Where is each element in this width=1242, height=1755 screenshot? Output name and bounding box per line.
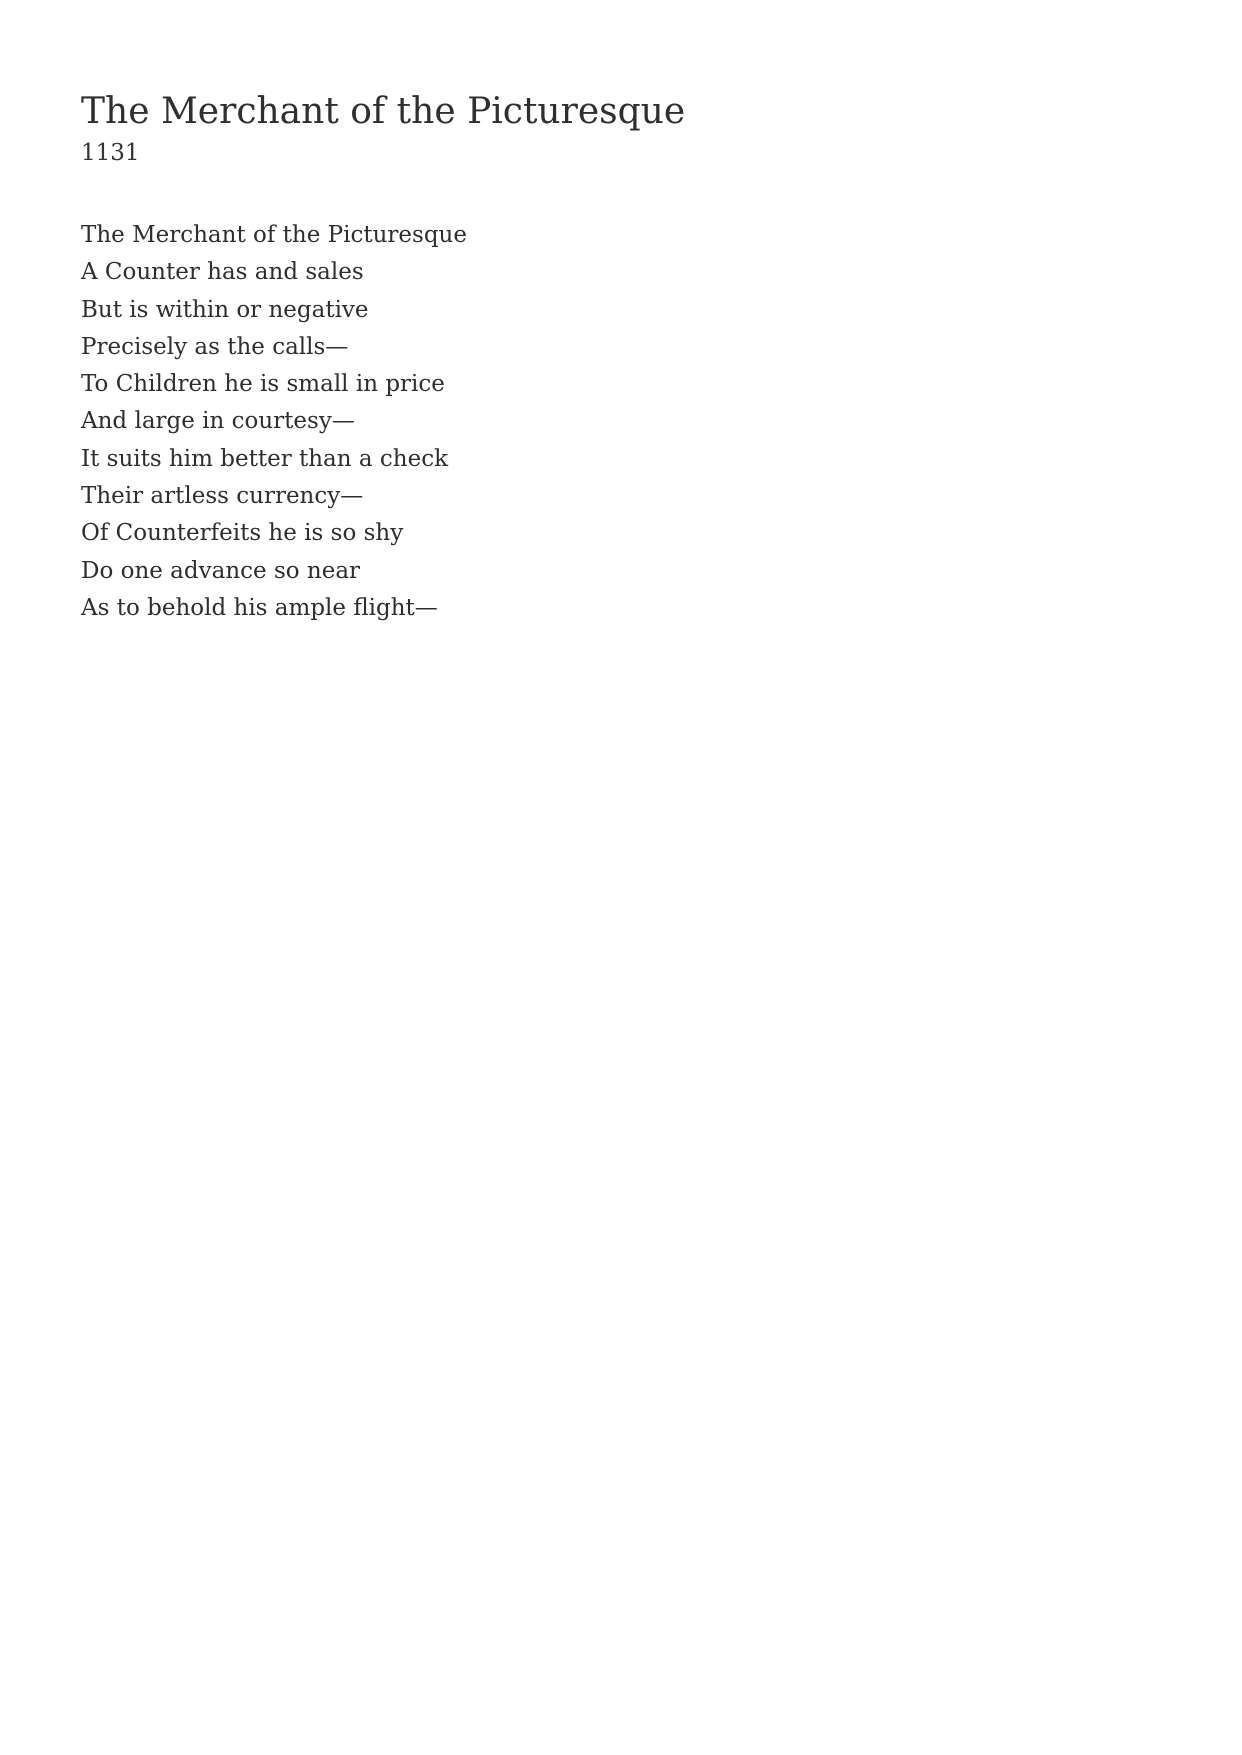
poem-line: And large in courtesy— — [81, 408, 355, 435]
poem-line: Precisely as the calls— — [81, 333, 349, 360]
poem-title: The Merchant of the Picturesque — [81, 91, 686, 132]
poem-line: But is within or negative — [81, 296, 369, 323]
poem-header — [81, 88, 1161, 168]
poem-line: As to behold his ample flight— — [81, 594, 438, 621]
poem-number: 1131 — [81, 140, 140, 166]
poem-line: Their artless currency— — [81, 483, 364, 510]
poem-line: To Children he is small in price — [81, 371, 445, 398]
poem-line: A Counter has and sales — [81, 259, 364, 286]
poem-body — [81, 217, 1161, 627]
poem-line: The Merchant of the Picturesque — [81, 222, 467, 248]
poem-line: Do one advance so near — [81, 557, 361, 584]
poem-line: Of Counterfeits he is so shy — [81, 520, 404, 547]
poem-line: It suits him better than a check — [81, 445, 449, 472]
